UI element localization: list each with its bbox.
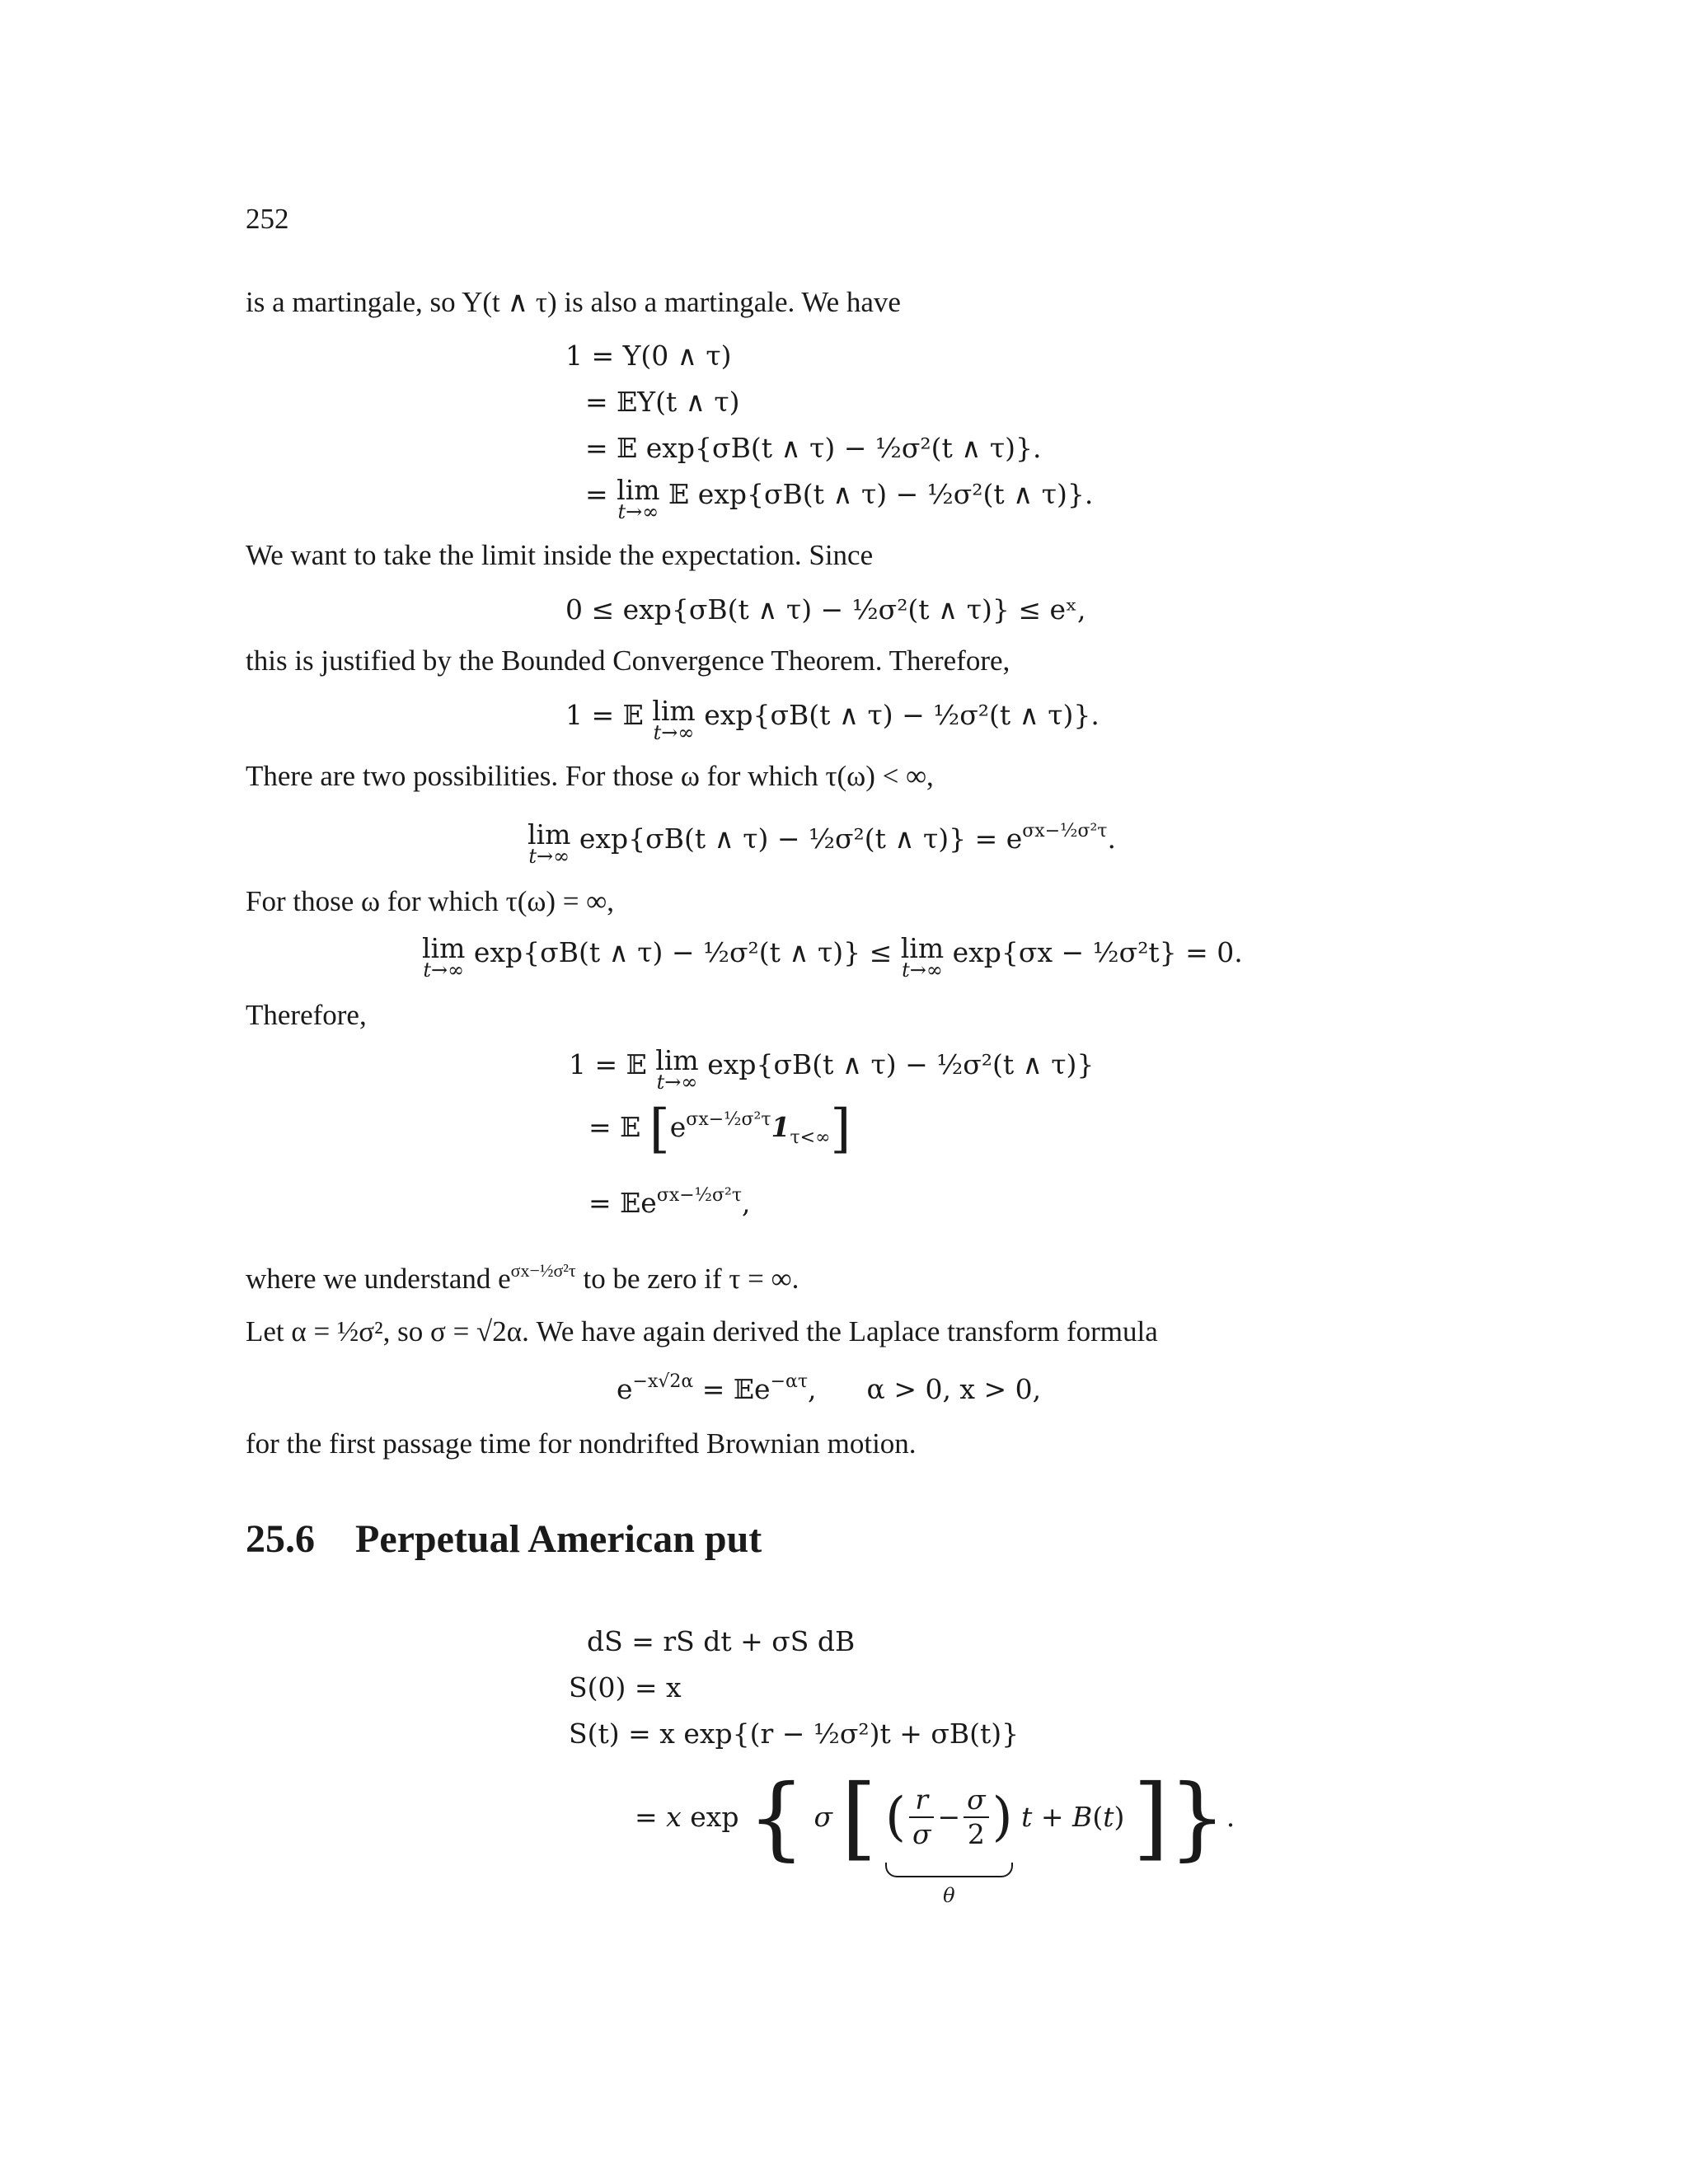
equation-bound: 0 ≤ exp{σB(t ∧ τ) − ½σ²(t ∧ τ)} ≤ eˣ, — [565, 593, 1086, 626]
paragraph-6: Therefore, — [246, 999, 367, 1031]
equation-block2-line-1: 1 = 𝔼 lim t→∞ exp{σB(t ∧ τ) − ½σ²(t ∧ τ)} — [569, 1044, 1095, 1094]
equation-infinite-case: lim t→∞ exp{σB(t ∧ τ) − ½σ²(t ∧ τ)} ≤ lim t→∞ exp{σx − ½σ²t} = 0. — [422, 932, 1243, 982]
paragraph-7: where we understand $e^{\sigma x-\frac{1}{2}\sigma^2\tau}$ to be zero if τ = ∞. — [246, 1260, 799, 1295]
equation-line-4: = lim t→∞ 𝔼 exp{σB(t ∧ τ) − ½σ²(t ∧ τ)}. — [585, 474, 1094, 523]
equation-line-2: = 𝔼Y(t ∧ τ) — [585, 386, 740, 418]
equation-solution-theta: = x exp { σ [ ( $\frac{r}{\sigma}$ − $\frac{\sigma}{2}$ ) θ t + B(t) ]}. — [635, 1772, 1235, 1929]
paragraph-2: We want to take the limit inside the expectation. Since — [246, 539, 874, 571]
section-heading — [246, 1516, 762, 1562]
equation-sde: dS = rS dt + σS dB — [587, 1625, 856, 1657]
limit-operator: lim t→∞ — [617, 474, 660, 523]
equation-line-3: = 𝔼 exp{σB(t ∧ τ) − ½σ²(t ∧ τ)}. — [585, 432, 1042, 464]
section-title: Perpetual American put — [355, 1517, 762, 1561]
equation-limit-expectation: 1 = 𝔼 lim t→∞ exp{σB(t ∧ τ) − ½σ²(t ∧ τ)}. — [565, 695, 1100, 744]
paragraph-5: For those ω for which τ(ω) = ∞, — [246, 885, 614, 917]
underbrace — [885, 1863, 1013, 1877]
equation-block2-line-2: = 𝔼 $[e^{\sigma x-\frac{1}{2}\sigma^2\tau}1_{\tau<\infty}]$ — [588, 1099, 851, 1160]
page-number: 252 — [246, 203, 289, 235]
paragraph-3: this is justified by the Bounded Convergence Theorem. Therefore, — [246, 644, 1010, 677]
theta-label: θ — [943, 1884, 955, 1907]
equation-finite-case: lim t→∞ exp{σB(t ∧ τ) − ½σ²(t ∧ $\tau)\} = e^{\sigma x-\frac{1}{2}\sigma^2\tau}$. — [528, 818, 1116, 868]
paragraph-8: Let α = ½σ², so σ = √2α. We have again derived the Laplace transform formula — [246, 1315, 1158, 1347]
equation-line-1: 1 = Y(0 ∧ τ) — [565, 340, 732, 372]
equation-initial: S(0) = x — [569, 1671, 682, 1704]
equation-solution: S(t) = x exp{(r − ½σ²)t + σB(t)} — [569, 1718, 1020, 1750]
paragraph-1: is a martingale, so Y(t ∧ τ) is also a martingale. We have — [246, 286, 901, 318]
equation-block2-line-3: = 𝔼e$^{\sigma x-\frac{1}{2}\sigma^2\tau}$, — [588, 1185, 751, 1219]
equation-laplace: $e^{-x√2\alpha}$ = 𝔼e$^{-\alpha\tau}$, α > 0, x > 0, — [617, 1371, 1042, 1405]
section-number: 25.6 — [246, 1517, 315, 1561]
paragraph-9: for the first passage time for nondrifted Brownian motion. — [246, 1427, 917, 1460]
paragraph-4: There are two possibilities. For those ω for which τ(ω) < ∞, — [246, 760, 934, 792]
